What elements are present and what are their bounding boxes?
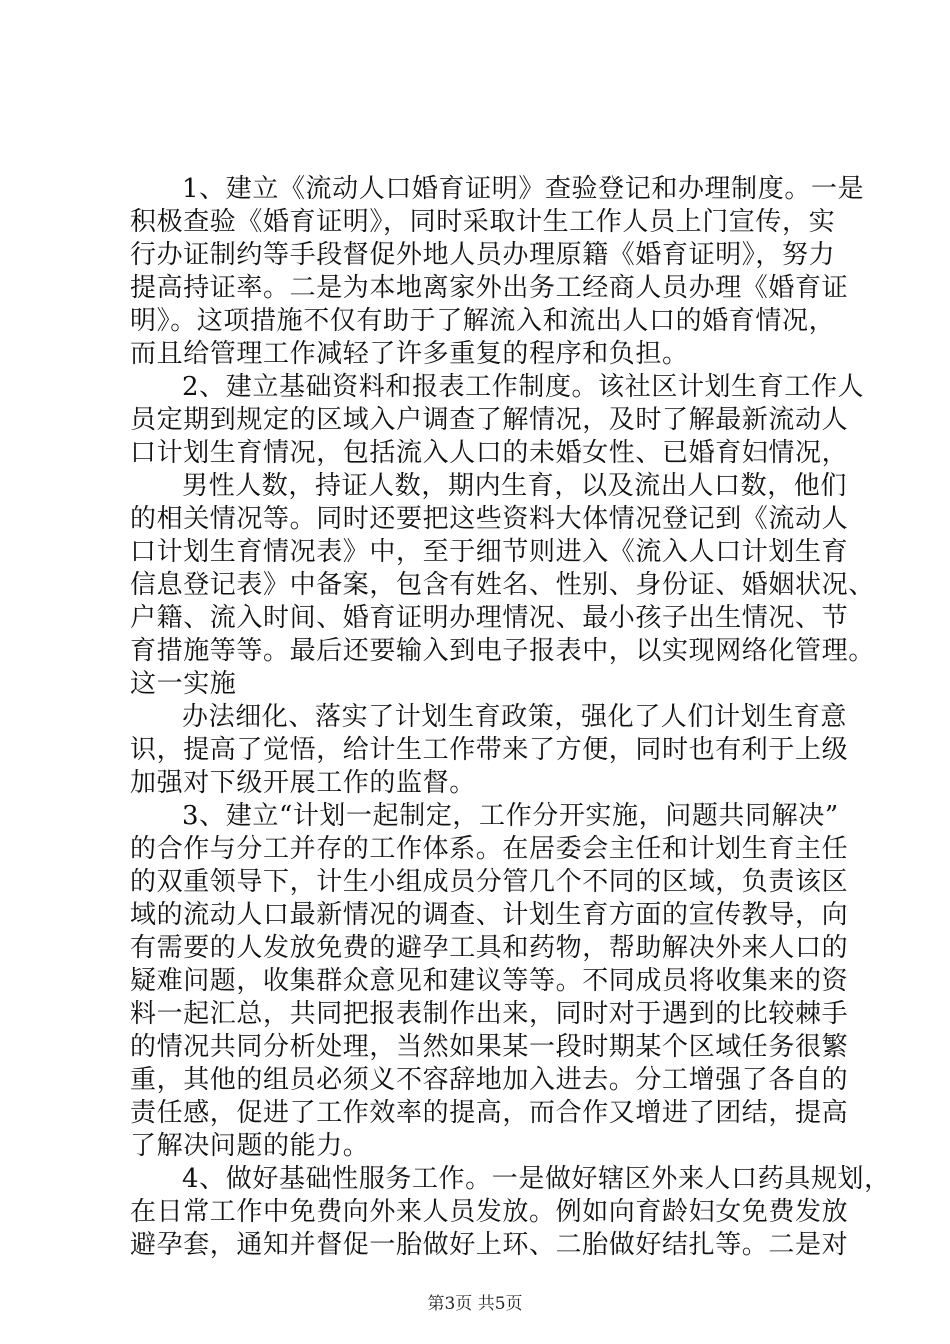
text-line: 加强对下级开展工作的监督。 bbox=[130, 768, 476, 798]
text-line: 的情况共同分析处理，当然如果某一段时期某个区域任务很繁 bbox=[130, 1032, 849, 1062]
paragraph-3 bbox=[130, 470, 875, 701]
paragraph-2 bbox=[130, 371, 865, 470]
paragraph-6 bbox=[130, 1163, 891, 1262]
text-line: 育措施等等。最后还要输入到电子报表中，以实现网络化管理。 bbox=[130, 636, 875, 666]
paragraph-1 bbox=[130, 173, 865, 371]
text-line: 口计划生育情况，包括流入人口的未婚女性、已婚育妇情况， bbox=[130, 438, 849, 468]
text-line: 行办证制约等手段督促外地人员办理原籍《婚育证明》，努力 bbox=[130, 240, 836, 270]
text-line: 明》。这项措施不仅有助于了解流入和流出人口的婚育情况， bbox=[130, 306, 836, 336]
text-line: 口计划生育情况表》中，至于细节则进入《流入人口计划生育 bbox=[130, 537, 849, 567]
text-line: 提高持证率。二是为本地离家外出务工经商人员办理《婚育证 bbox=[130, 273, 849, 303]
text-line: 而且给管理工作减轻了许多重复的程序和负担。 bbox=[130, 339, 689, 369]
text-line: 员定期到规定的区域入户调查了解情况，及时了解最新流动人 bbox=[130, 405, 849, 435]
text-line: 识，提高了觉悟，给计生工作带来了方便，同时也有利于上级 bbox=[130, 735, 849, 765]
text-line: 的相关情况等。同时还要把这些资料大体情况登记到《流动人 bbox=[130, 504, 849, 534]
text-line: 户籍、流入时间、婚育证明办理情况、最小孩子出生情况、节 bbox=[130, 603, 849, 633]
document-body bbox=[130, 173, 891, 1262]
text-line: 避孕套，通知并督促一胎做好上环、二胎做好结扎等。二是对 bbox=[130, 1230, 849, 1260]
text-line: 积极查验《婚育证明》，同时采取计生工作人员上门宣传，实 bbox=[130, 207, 836, 237]
text-line: 料一起汇总，共同把报表制作出来，同时对于遇到的比较棘手 bbox=[130, 999, 849, 1029]
text-line: 这一实施 bbox=[130, 669, 237, 699]
paragraph-4 bbox=[130, 701, 849, 800]
text-line: 了解决问题的能力。 bbox=[130, 1131, 370, 1161]
text-line: 的双重领导下，计生小组成员分管几个不同的区域，负责该区 bbox=[130, 867, 849, 897]
text-line: 信息登记表》中备案，包含有姓名、性别、身份证、婚姻状况、 bbox=[130, 570, 875, 600]
text-line: 1、建立《流动人口婚育证明》查验登记和办理制度。一是 bbox=[182, 174, 865, 204]
text-line: 重，其他的组员必须义不容辞地加入进去。分工增强了各自的 bbox=[130, 1065, 849, 1095]
text-line: 2、建立基础资料和报表工作制度。该社区计划生育工作人 bbox=[182, 372, 865, 402]
text-line: 有需要的人发放免费的避孕工具和药物，帮助解决外来人口的 bbox=[130, 933, 849, 963]
page-number-footer: 第3页 共5页 bbox=[427, 1294, 523, 1314]
text-line: 4、做好基础性服务工作。一是做好辖区外来人口药具规划， bbox=[182, 1164, 891, 1194]
text-line: 办法细化、落实了计划生育政策，强化了人们计划生育意 bbox=[182, 702, 848, 732]
text-line: 疑难问题，收集群众意见和建议等等。不同成员将收集来的资 bbox=[130, 966, 849, 996]
text-line: 的合作与分工并存的工作体系。在居委会主任和计划生育主任 bbox=[130, 834, 849, 864]
paragraph-5 bbox=[130, 800, 849, 1163]
text-line: 在日常工作中免费向外来人员发放。例如向育龄妇女免费发放 bbox=[130, 1197, 849, 1227]
text-line: 男性人数，持证人数，期内生育，以及流出人口数，他们 bbox=[182, 471, 848, 501]
text-line: 域的流动人口最新情况的调查、计划生育方面的宣传教导，向 bbox=[130, 900, 849, 930]
text-line: 责任感，促进了工作效率的提高，而合作又增进了团结，提高 bbox=[130, 1098, 849, 1128]
text-line: 3、建立“计划一起制定，工作分开实施，问题共同解决” bbox=[182, 801, 839, 831]
